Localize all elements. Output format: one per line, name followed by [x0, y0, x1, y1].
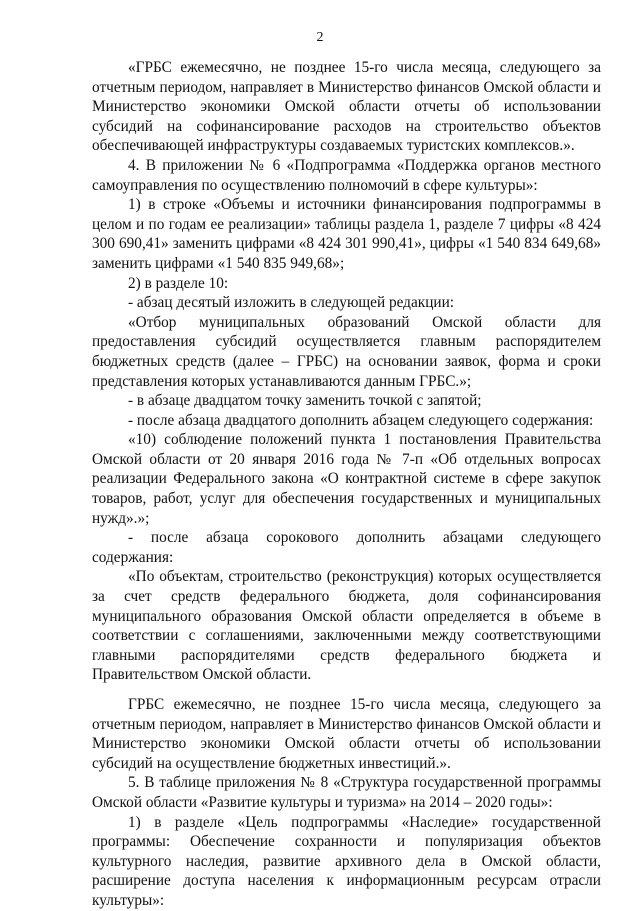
paragraph-abzac-10: - абзац десятый изложить в следующей редакции: [128, 294, 454, 312]
paragraph-abzac-20: - в абзаце двадцатом точку заменить точкой с запятой; [128, 392, 482, 410]
paragraph-after-abzac-40: - после абзаца сорокового дополнить абзацами следующего содержания: [92, 529, 601, 566]
paragraph-grbs-report-2: ГРБС ежемесячно, не позднее 15-го числа месяца, следующего за отчетным периодом, направляет в Министерство финансов Омской области и Министерство экономики Омской области отчеты об использовании субсидий на осуществление бюджетных инвестиций.». [92, 696, 601, 772]
paragraph-after-abzac-20: - после абзаца двадцатого дополнить абзацем следующего содержания: [128, 411, 594, 429]
paragraph-item-10-compliance: «10) соблюдение положений пункта 1 постановления Правительства Омской области от 20 января 2016 года № 7-п «Об отдельных вопросах реализации Федерального закона «О контрактной системе в сфере закупок товаров, работ, услуг для обеспечения государственных и муниципальных нужд».»; [92, 431, 601, 527]
paragraph-subitem-2: 2) в разделе 10: [128, 274, 229, 292]
paragraph-grbs-report-1: «ГРБС ежемесячно, не позднее 15-го числа месяца, следующего за отчетным периодом, направляет в Министерство финансов Омской области и Министерство экономики Омской области отчеты об использовании субсидий на софинансирование расходов на строительство объектов обеспечивающей инфраструктуры создаваемых туристских комплексов.». [92, 59, 601, 155]
paragraph-federal-objects: «По объектам, строительство (реконструкция) которых осуществляется за счет средств федерального бюджета, доля софинансирования муниципального образования Омской области определяется в объеме в соответствии с соглашениями, заключенными между соответствующими главными распорядителями средств федерального бюджета и Правительством Омской области. [92, 568, 601, 684]
paragraph-subitem-1-figures: 1) в строке «Объемы и источники финансирования подпрограммы в целом и по годам ее реализации» таблицы раздела 1, разделе 7 цифры «8 424 300 690,41» заменить цифрами «8 424 301 990,41», цифры «1 540 834 649,68» заменить цифрами «1 540 835 949,68»; [92, 196, 601, 272]
paragraph-item-4: 4. В приложении № 6 «Подпрограмма «Поддержка органов местного самоуправления по осуществлению полномочий в сфере культуры»: [92, 156, 601, 194]
paragraph-subitem-1-heritage: 1) в разделе «Цель подпрограммы «Наследие» государственной программы: Обеспечение сохранности и популяризация объектов культурного наследия, развитие архивного дела в Омской области, расширение доступа населения к информационным ресурсам отрасли культуры»: [92, 813, 601, 909]
document-body [92, 58, 601, 911]
paragraph-item-5: 5. В таблице приложения № 8 «Структура государственной программы Омской области «Развитие культуры и туризма» на 2014 – 2020 годы»: [92, 774, 601, 811]
page-number: 2 [316, 30, 324, 45]
paragraph-selection-rules: «Отбор муниципальных образований Омской области для предоставления субсидий осуществляется главным распорядителем бюджетных средств (далее – ГРБС) на основании заявок, форма и сроки представления которых устанавливаются данным ГРБС.»; [92, 313, 601, 390]
